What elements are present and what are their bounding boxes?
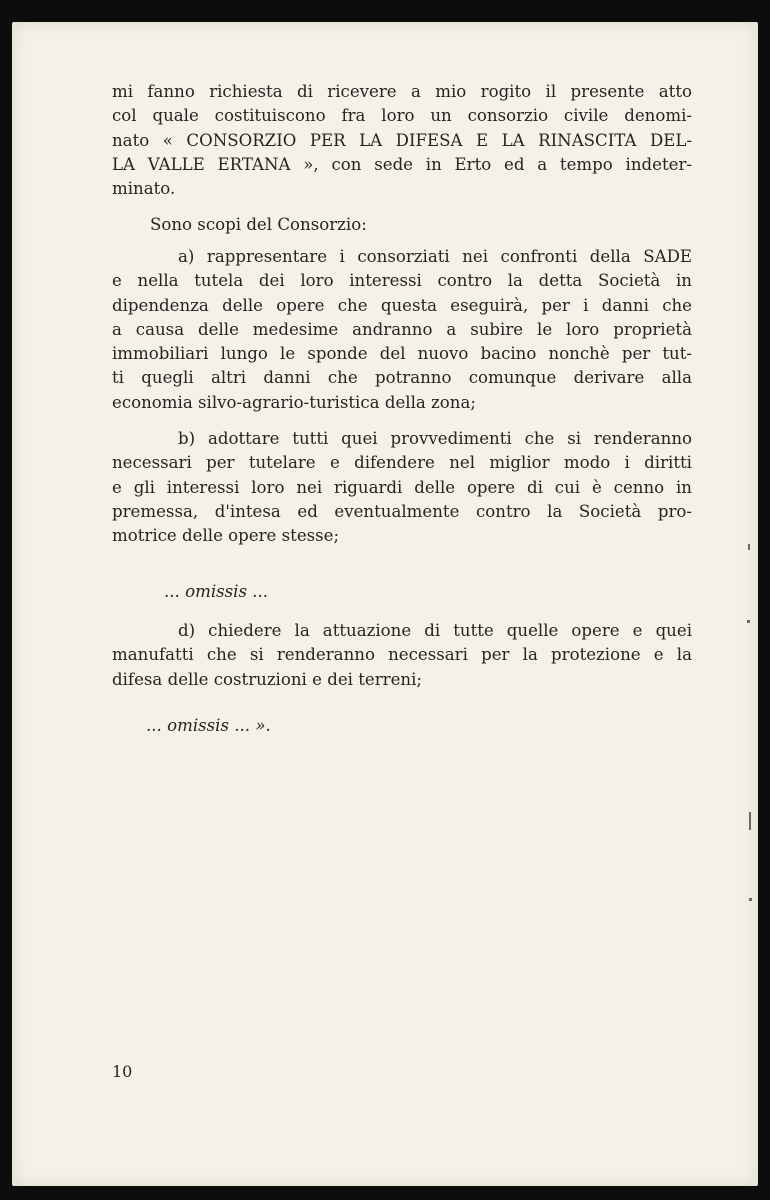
page-number: 10 bbox=[112, 1062, 133, 1081]
text-line: a causa delle medesime andranno a subire le loro proprietà bbox=[112, 319, 692, 339]
intro-paragraph bbox=[112, 80, 692, 201]
text-line: LA VALLE ERTANA », con sede in Erto ed a tempo indeter- bbox=[112, 154, 692, 174]
scopes-heading: Sono scopi del Consorzio: bbox=[150, 215, 367, 234]
scan-speck bbox=[749, 812, 751, 830]
text-line: d) chiedere la attuazione di tutte quelle opere e quei bbox=[178, 621, 692, 640]
text-line: ti quegli altri danni che potranno comunque derivare alla bbox=[112, 368, 692, 388]
item-d-paragraph bbox=[112, 619, 692, 692]
text-line: minato. bbox=[112, 179, 176, 199]
text-line: e nella tutela dei loro interessi contro la detta Società in bbox=[112, 271, 692, 291]
text-line: difesa delle costruzioni e dei terreni; bbox=[112, 669, 422, 689]
book-page bbox=[12, 22, 758, 1186]
omissis-marker: ... omissis ... bbox=[164, 582, 269, 601]
item-b-paragraph bbox=[112, 427, 692, 548]
text-line: e gli interessi loro nei riguardi delle opere di cui è cenno in bbox=[112, 477, 692, 497]
text-line: mi fanno richiesta di ricevere a mio rogito il presente atto bbox=[112, 82, 692, 101]
scan-speck bbox=[749, 898, 752, 901]
omissis-closing-marker: ... omissis ... ». bbox=[146, 716, 271, 735]
text-line: manufatti che si renderanno necessari per la protezione e la bbox=[112, 645, 692, 665]
scan-speck bbox=[748, 544, 750, 550]
text-line: immobiliari lungo le sponde del nuovo bacino nonchè per tut- bbox=[112, 344, 692, 364]
item-a-paragraph bbox=[112, 245, 692, 415]
text-line: necessari per tutelare e difendere nel miglior modo i diritti bbox=[112, 453, 692, 473]
text-line: a) rappresentare i consorziati nei confronti della SADE bbox=[178, 247, 692, 266]
scan-speck bbox=[747, 620, 750, 623]
text-line: dipendenza delle opere che questa eseguirà, per i danni che bbox=[112, 295, 692, 315]
text-line: b) adottare tutti quei provvedimenti che si renderanno bbox=[178, 429, 692, 448]
text-line: nato « CONSORZIO PER LA DIFESA E LA RINASCITA DEL- bbox=[112, 130, 692, 150]
text-line: premessa, d'intesa ed eventualmente contro la Società pro- bbox=[112, 501, 692, 521]
text-line: col quale costituiscono fra loro un consorzio civile denomi- bbox=[112, 106, 692, 126]
text-line: motrice delle opere stesse; bbox=[112, 526, 340, 546]
text-line: economia silvo-agrario-turistica della zona; bbox=[112, 392, 476, 412]
